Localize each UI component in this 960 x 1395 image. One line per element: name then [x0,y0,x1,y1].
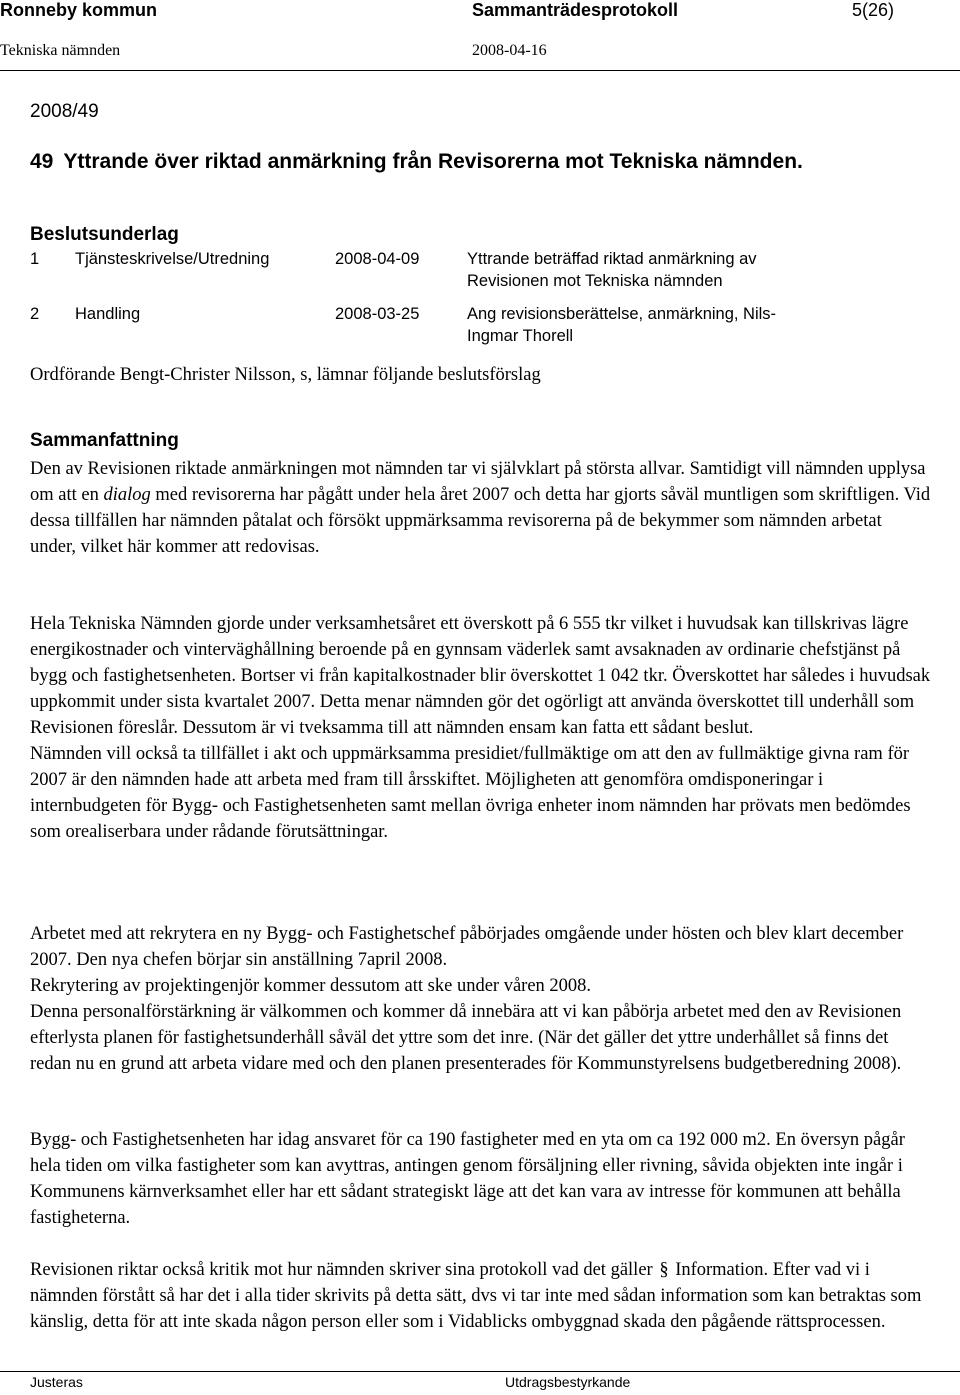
paragraph-number: 49 [30,150,54,173]
basis-row-description: Ang revisionsberättelse, anmärkning, Nils-Ingmar Thorell [467,305,777,345]
footer-justeras: Justeras [30,1374,83,1390]
basis-row-date: 2008-03-25 [335,305,420,323]
summary-text: Denna personalförstärkning är välkommen och kommer då innebära att vi kan påbörja arbetet med den av Revisionen efterlysta planen för fastighetsunderhåll såväl det yttre som det inre. (När det gäller det yttre underhållet så finns det redan nu en grund att arbeta vidare med och den planen presenterades för Kommunstyrelsens budgetberedning 2008). [30,1002,902,1074]
basis-row-number: 1 [30,250,40,268]
summary-paragraph [30,1127,932,1231]
summary-paragraph [30,611,932,845]
section-title-text: Yttrande över riktad anmärkning från Revisorerna mot Tekniska nämnden. [63,150,803,173]
basis-row-type: Handling [75,305,141,323]
summary-paragraph [30,921,932,1077]
organization-name: Ronneby kommun [0,0,158,20]
page-subheader [0,42,960,64]
summary-paragraph [30,1257,932,1335]
basis-row-type: Tjänsteskrivelse/Utredning [75,250,270,268]
summary-text: Bygg- och Fastighetsenheten har idag ansvaret för ca 190 fastigheter med en yta om ca 192 000 m2. En översyn pågår hela tiden om vilka fastigheter som kan avyttras, antingen genom försäljning eller rivning, såvida objekten inte ingår i Kommunens kärnverksamhet eller har ett sådant strategiskt läge att det kan vara av intresse för kommunen att behålla fastigheterna. [30,1130,905,1228]
meeting-date: 2008-04-16 [472,42,547,59]
footer-divider [0,1371,960,1372]
section-title [30,150,803,174]
page-header [0,0,960,24]
basis-heading: Beslutsunderlag [30,224,179,245]
case-number: 2008/49 [30,101,99,122]
document-type: Sammanträdesprotokoll [472,0,679,20]
page-number: 5(26) [852,0,895,20]
summary-text: Hela Tekniska Nämnden gjorde under verksamhetsåret ett överskott på 6 555 tkr vilket i huvudsak kan tillskrivas lägre energikostnader och vinterväghållning beroende på en gynnsam väderlek samt avsaknaden av ordinarie chefstjänst på bygg och fastighetsenheten. Bortser vi från kapitalkostnader blir överskottet 1 042 tkr. Överskottet har således i huvudsak uppkommit under sista kvartalet 2007. Detta menar nämnden gör det ogörligt att använda överskottet till underhåll som Revisionen föreslår. Dessutom är vi tveksamma till att nämnden ensam kan fatta ett sådant beslut. [30,614,931,738]
summary-text: Den av Revisionen riktade anmärkningen mot nämnden tar vi självklart på största allvar. Samtidigt vill nämnden upplysa om att en [30,459,926,505]
summary-heading: Sammanfattning [30,430,179,451]
emphasized-word: dialog [103,485,151,505]
summary-text: Rekrytering av projektingenjör kommer dessutom att ske under våren 2008. [30,976,592,996]
summary-text: Revisionen riktar också kritik mot hur nämnden skriver sina protokoll vad det gäller [30,1260,653,1280]
basis-row-number: 2 [30,305,40,323]
summary-text: med revisorerna har pågått under hela året 2007 och detta har gjorts såväl muntligen som skriftligen. Vid dessa tillfällen har nämnden påtalat och försökt uppmärksamma revisorerna på de bekymmer som nämnden arbetat under, vilket här kommer att redovisas. [30,485,931,557]
summary-paragraph [30,456,932,560]
basis-row-description: Yttrande beträffad riktad anmärkning av Revisionen mot Tekniska nämnden [467,250,757,290]
basis-row-date: 2008-04-09 [335,250,420,268]
summary-text: Nämnden vill också ta tillfället i akt och uppmärksamma presidiet/fullmäktige om att den av fullmäktige givna ram för 2007 är den nämnden hade att arbeta med fram till årsskiftet. Möjligheten att genomföra omdisponeringar i internbudgeten för Bygg- och Fastighetsenheten samt mellan övriga enheter inom nämnden har prövats men bedömdes som orealiserbara under rådande förutsättningar. [30,744,911,842]
committee-name: Tekniska nämnden [0,42,121,59]
footer-utdragsbestyrkande: Utdragsbestyrkande [505,1374,631,1390]
chair-proposal-intro: Ordförande Bengt-Christer Nilsson, s, lämnar följande beslutsförslag [30,365,541,385]
summary-text: Arbetet med att rekrytera en ny Bygg- och Fastighetschef påbörjades omgående under hösten och blev klart december 2007. Den nya chefen börjar sin anställning 7april 2008. [30,924,904,970]
section-sign: § [659,1260,669,1280]
header-divider [0,70,960,71]
summary-text: Information. Efter vad vi i nämnden förstått så har det i alla tider skrivits på detta sätt, dvs vi tar inte med sådan information som kan betraktas som känslig, detta för att inte skada någon person eller som i Vidablicks ombyggnad skada den pågående rättsprocessen. [30,1260,922,1332]
